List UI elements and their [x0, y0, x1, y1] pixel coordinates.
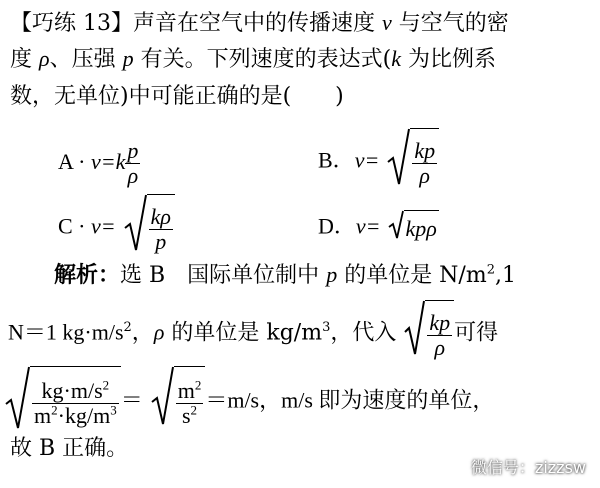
- solution-line-2: N＝1 $kg\cdot m/s^2$，ρ 的单位是 $kg/m^3$，代入 $\frac{kp}{\rho}$ 可得: [8, 300, 498, 364]
- solution-line-3: $\frac{kg\cdot m/s^2}{m^2\cdot kg/m^3}$ ＝ $\frac{m^2}{s^2}$ ＝m/s，m/s 即为速度的单位，: [4, 366, 494, 434]
- solution-result-sqrt: $\frac{m^2}{s^2}$: [150, 366, 206, 437]
- option-d: D．v= kpρ: [318, 210, 439, 242]
- question-tag: 【巧练 13】: [10, 11, 133, 36]
- watermark: 微信号：zizzsw: [470, 458, 586, 477]
- option-c-sqrt: $\frac{k\rho}{p}$: [123, 194, 175, 261]
- question-line-3: 数，无单位)中可能正确的是( ): [10, 84, 344, 109]
- solution-heading: 解析：: [54, 262, 121, 288]
- question-line-1: 【巧练 13】声音在空气中的传播速度 v 与空气的密: [10, 10, 509, 36]
- option-d-sqrt: kpρ: [388, 210, 439, 245]
- option-b-sqrt: $\frac{kp}{\rho}$: [386, 128, 439, 195]
- option-c: C · v= $\frac{k\rho}{p}$: [58, 194, 175, 258]
- solution-line-4: 故 B 正确。: [10, 436, 129, 461]
- option-b: B．v= $\frac{kp}{\rho}$: [318, 128, 439, 192]
- solution-substitute-sqrt: $\frac{kp}{\rho}$: [403, 300, 454, 367]
- option-a-fraction: $\frac{p}{\rho}$: [127, 137, 139, 188]
- solution-units-sqrt: $\frac{kg\cdot m/s^2}{m^2\cdot kg/m^3}$: [4, 366, 121, 437]
- option-a: A · v=k $\frac{p}{\rho}$: [58, 137, 139, 188]
- solution-line-1: 解析：选 B 国际单位制中 p 的单位是 $N/m^2,1$: [54, 262, 516, 288]
- question-line-2: 度 ρ、压强 p 有关。下列速度的表达式(k 为比例系: [10, 46, 496, 72]
